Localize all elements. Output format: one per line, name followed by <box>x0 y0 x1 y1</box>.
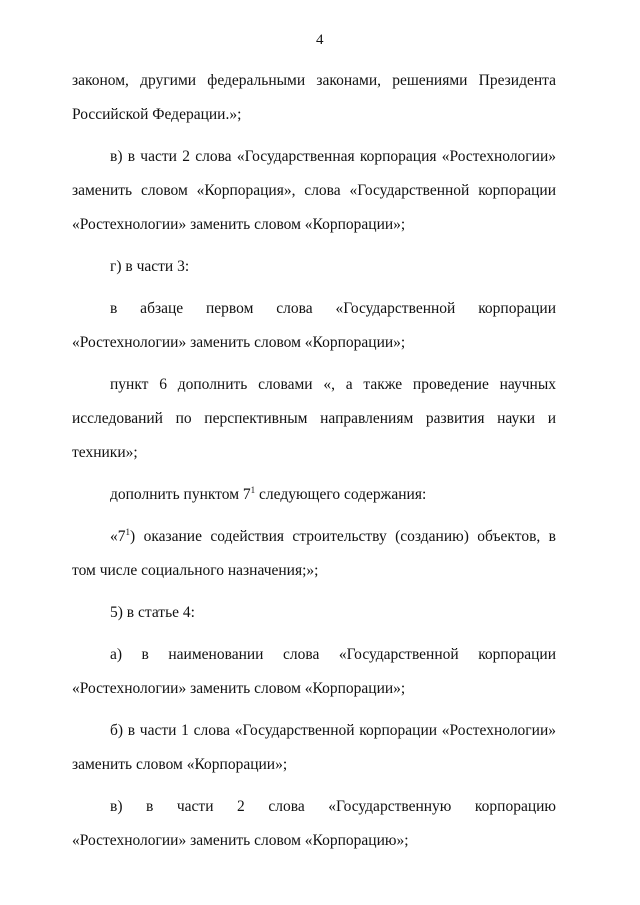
page-number: 4 <box>316 32 324 48</box>
superscript: 1 <box>250 485 256 495</box>
paragraph-item-v-part-2-art4: в) в части 2 слова «Государственную корпорацию «Ростехнологии» заменить словом «Корпорацию»; <box>72 798 556 849</box>
paragraph-punkt-7-1-content <box>72 520 556 588</box>
paragraph-first-abzac: в абзаце первом слова «Государственной корпорации «Ростехнологии» заменить словом «Корпорации»; <box>72 300 556 351</box>
paragraph-item-a-title: а) в наименовании слова «Государственной корпорации «Ростехнологии» заменить словом «Корпорации»; <box>72 646 556 697</box>
paragraph-continuation: законом, другими федеральными законами, решениями Президента Российской Федерации.»; <box>72 72 556 123</box>
paragraph-item-v-part-2: в) в части 2 слова «Государственная корпорация «Ростехнологии» заменить словом «Корпорация», слова «Государственной корпорации «Ростехнологии» заменить словом «Корпорации»; <box>72 148 556 233</box>
text-fragment: «7 <box>110 528 126 545</box>
superscript: 1 <box>125 527 130 537</box>
text-fragment: ) оказание содействия строительству (созданию) объектов, в том числе социального назначения;»; <box>72 528 556 579</box>
paragraph-punkt-6: пункт 6 дополнить словами «, а также проведение научных исследований по перспективным направлениям развития науки и техники»; <box>72 376 556 461</box>
paragraph-item-g-part-3: г) в части 3: <box>110 258 190 275</box>
paragraph-item-b-part-1: б) в части 1 слова «Государственной корпорации «Ростехнологии» заменить словом «Корпорации»; <box>72 722 556 773</box>
text-fragment: следующего содержания: <box>255 486 427 503</box>
paragraph-add-punkt-7-1 <box>72 478 556 512</box>
document-body <box>72 64 556 858</box>
paragraph-article-4: 5) в статье 4: <box>110 604 195 621</box>
text-fragment: дополнить пунктом 7 <box>110 486 251 503</box>
